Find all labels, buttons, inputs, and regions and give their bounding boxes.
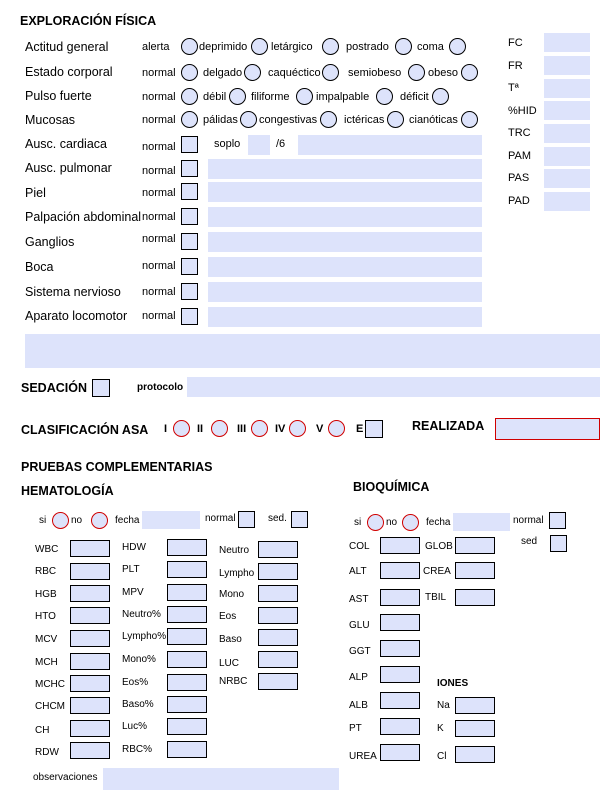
hema-sed-checkbox[interactable] [291, 511, 308, 528]
hema-rbc-pct-field[interactable] [167, 741, 207, 758]
hema-mpv-label: MPV [122, 587, 144, 598]
asa-e-checkbox[interactable] [365, 420, 383, 438]
vital-pam-field[interactable] [544, 147, 590, 166]
hema-rbc-pct-label: RBC% [122, 744, 153, 755]
vital-hid-label: %HID [508, 105, 537, 117]
hema-fecha-label: fecha [115, 515, 140, 526]
vital-fc-label: FC [508, 37, 523, 49]
bio-alb-label: ALB [349, 700, 368, 711]
bio-sed-label: sed [521, 536, 538, 547]
ausc-cardiaca-normal-label: normal [142, 141, 176, 153]
vital-fr-label: FR [508, 60, 523, 72]
ion-k-field[interactable] [455, 720, 495, 737]
ion-na-label: Na [437, 700, 450, 711]
vital-pad-label: PAD [508, 195, 530, 207]
impalpable-radio[interactable] [376, 88, 393, 105]
alerta-radio[interactable] [181, 38, 198, 55]
asa-i-radio[interactable] [173, 420, 190, 437]
bio-crea-field[interactable] [455, 562, 495, 579]
asa-v-label: V [316, 423, 324, 435]
palpacion-abdominal-field[interactable] [208, 207, 482, 227]
hema-hto-label: HTO [35, 611, 56, 622]
hema-normal-label: normal [205, 513, 236, 524]
aparato-locomotor-field[interactable] [208, 307, 482, 327]
ion-na-field[interactable] [455, 697, 495, 714]
hema-wbc-label: WBC [35, 544, 59, 555]
sistema-nervioso-field[interactable] [208, 282, 482, 302]
normal-pulso-radio[interactable] [181, 88, 198, 105]
hema-neutro-pct-field[interactable] [167, 606, 207, 623]
vital-pas-label: PAS [508, 172, 530, 184]
hema-nrbc-field[interactable] [258, 673, 298, 690]
ausc-cardiaca-field[interactable] [298, 135, 482, 155]
opt-debil-label: débil [203, 91, 227, 103]
hema-baso-label: Baso [219, 634, 242, 645]
hema-baso-pct-label: Baso% [122, 699, 154, 710]
hema-si-label: si [39, 515, 47, 526]
hema-luc-field[interactable] [258, 651, 298, 668]
hema-mch-label: MCH [35, 657, 58, 668]
vital-hid-field[interactable] [544, 101, 590, 120]
mucosas-label: Mucosas [25, 113, 76, 127]
opt-cianoticas-label: cianóticas [409, 114, 458, 126]
hema-mcv-label: MCV [35, 634, 58, 645]
hema-mcv-field[interactable] [70, 630, 110, 647]
ion-cl-label: Cl [437, 751, 447, 762]
bio-no-radio[interactable] [402, 514, 419, 531]
hema-hgb-field[interactable] [70, 585, 110, 602]
bio-crea-label: CREA [423, 566, 451, 577]
palpacion-normal-label: normal [142, 211, 176, 223]
hema-no-radio[interactable] [91, 512, 108, 529]
asa-iii-label: III [237, 423, 247, 435]
opt-deficit-label: déficit [400, 91, 429, 103]
bio-normal-label: normal [513, 515, 544, 526]
hema-chcm-field[interactable] [70, 697, 110, 714]
ausc-pulmonar-field[interactable] [208, 159, 482, 179]
bioquimica-title: BIOQUÍMICA [353, 480, 430, 494]
palpacion-normal-checkbox[interactable] [181, 208, 198, 225]
bio-alt-field[interactable] [380, 562, 420, 579]
aparato-locomotor-normal-label: normal [142, 310, 176, 322]
observaciones-field[interactable] [103, 768, 339, 790]
bio-pt-field[interactable] [380, 718, 420, 735]
hema-luc-label: LUC [219, 658, 240, 669]
ausc-pulmonar-label: Ausc. pulmonar [25, 161, 112, 175]
realizada-field[interactable] [495, 418, 600, 440]
vital-pas-field[interactable] [544, 169, 590, 188]
hema-nrbc-label: NRBC [219, 676, 248, 687]
sistema-nervioso-normal-label: normal [142, 286, 176, 298]
asa-title: CLASIFICACIÓN ASA [21, 423, 149, 437]
hema-rdw-label: RDW [35, 747, 59, 758]
opt-filiforme-label: filiforme [251, 91, 290, 103]
estado-corporal-label: Estado corporal [25, 65, 113, 79]
hema-fecha-field[interactable] [142, 511, 200, 529]
ictericas-radio[interactable] [387, 111, 404, 128]
hema-mchc-field[interactable] [70, 675, 110, 692]
asa-ii-radio[interactable] [211, 420, 228, 437]
hema-mchc-label: MCHC [35, 679, 65, 690]
filiforme-radio[interactable] [296, 88, 313, 105]
opt-obeso-label: obeso [428, 67, 458, 79]
caquectico-radio[interactable] [322, 64, 339, 81]
boca-field[interactable] [208, 257, 482, 277]
opt-delgado-label: delgado [203, 67, 243, 79]
bio-ggt-label: GGT [349, 646, 371, 657]
normal-estado-radio[interactable] [181, 64, 198, 81]
asa-e-label: E [356, 423, 364, 435]
hema-luc-pct-field[interactable] [167, 718, 207, 735]
hema-lympho-pct-field[interactable] [167, 628, 207, 645]
letargico-radio[interactable] [322, 38, 339, 55]
bio-no-label: no [386, 517, 398, 528]
iones-title: IONES [437, 678, 469, 689]
ausc-cardiaca-normal-checkbox[interactable] [181, 136, 198, 153]
opt-deprimido-label: deprimido [199, 41, 248, 53]
sedacion-checkbox[interactable] [92, 379, 110, 397]
bio-alb-field[interactable] [380, 692, 420, 709]
hema-lympho-label: Lympho [219, 568, 255, 579]
piel-field[interactable] [208, 182, 482, 202]
hema-hgb-label: HGB [35, 589, 57, 600]
bio-alt-label: ALT [349, 566, 367, 577]
hema-rbc-field[interactable] [70, 563, 110, 580]
congestivas-radio[interactable] [320, 111, 337, 128]
sistema-nervioso-normal-checkbox[interactable] [181, 283, 198, 300]
asa-iv-label: IV [275, 423, 286, 435]
ion-k-label: K [437, 723, 444, 734]
bio-ast-label: AST [349, 594, 369, 605]
soplo-label: soplo [214, 138, 241, 150]
vital-temp-label: Tª [508, 82, 519, 94]
hema-hdw-label: HDW [122, 542, 146, 553]
hema-ch-field[interactable] [70, 720, 110, 737]
hema-no-label: no [71, 515, 83, 526]
bio-tbil-field[interactable] [455, 589, 495, 606]
deprimido-radio[interactable] [251, 38, 268, 55]
exploracion-notes-field[interactable] [25, 334, 600, 368]
opt-semiobeso-label: semiobeso [348, 67, 402, 79]
delgado-radio[interactable] [244, 64, 261, 81]
bio-si-label: si [354, 517, 362, 528]
hema-mono-label: Mono [219, 589, 245, 600]
hema-mono-pct-label: Mono% [122, 654, 156, 665]
hema-hdw-field[interactable] [167, 539, 207, 556]
protocolo-field[interactable] [187, 377, 600, 397]
hematologia-title: HEMATOLOGÍA [21, 484, 114, 498]
palpacion-abdominal-label: Palpación abdominal [25, 210, 142, 224]
opt-postrado-label: postrado [346, 41, 389, 53]
postrado-radio[interactable] [395, 38, 412, 55]
bio-normal-checkbox[interactable] [549, 512, 566, 529]
ausc-pulmonar-normal-label: normal [142, 165, 176, 177]
observaciones-label: observaciones [33, 772, 98, 783]
obeso-radio[interactable] [461, 64, 478, 81]
hema-baso-field[interactable] [258, 629, 298, 646]
bio-glob-field[interactable] [455, 537, 495, 554]
hema-rbc-label: RBC [35, 566, 57, 577]
normal-mucosas-radio[interactable] [181, 111, 198, 128]
hema-neutro-pct-label: Neutro% [122, 609, 161, 620]
deficit-radio[interactable] [432, 88, 449, 105]
bio-ast-field[interactable] [380, 589, 420, 606]
cianoticas-radio[interactable] [461, 111, 478, 128]
hema-ch-label: CH [35, 725, 50, 736]
vital-temp-field[interactable] [544, 79, 590, 98]
bio-col-label: COL [349, 541, 370, 552]
ganglios-normal-checkbox[interactable] [181, 233, 198, 250]
bio-fecha-label: fecha [426, 517, 451, 528]
hema-luc-pct-label: Luc% [122, 721, 148, 732]
bio-sed-checkbox[interactable] [550, 535, 567, 552]
sedacion-title: SEDACIÓN [21, 381, 87, 395]
boca-label: Boca [25, 260, 54, 274]
hema-eos-pct-field[interactable] [167, 674, 207, 691]
bio-alp-field[interactable] [380, 666, 420, 683]
ganglios-label: Ganglios [25, 235, 75, 249]
hema-neutro-label: Neutro [219, 545, 250, 556]
ganglios-normal-label: normal [142, 233, 176, 245]
ausc-cardiaca-label: Ausc. cardiaca [25, 137, 107, 151]
piel-normal-checkbox[interactable] [181, 183, 198, 200]
hema-chcm-label: CHCM [35, 701, 65, 712]
ganglios-field[interactable] [208, 232, 482, 252]
asa-v-radio[interactable] [328, 420, 345, 437]
hema-eos-pct-label: Eos% [122, 677, 149, 688]
bio-glob-label: GLOB [425, 541, 453, 552]
hema-plt-label: PLT [122, 564, 140, 575]
opt-letargico-label: letárgico [271, 41, 313, 53]
vital-trc-field[interactable] [544, 124, 590, 143]
hema-neutro-field[interactable] [258, 541, 298, 558]
opt-caquectico-label: caquéctico [268, 67, 321, 79]
soplo-sixth-label: /6 [276, 138, 286, 150]
vital-trc-label: TRC [508, 127, 531, 139]
hema-mono-pct-field[interactable] [167, 651, 207, 668]
hema-rdw-field[interactable] [70, 742, 110, 759]
bio-alp-label: ALP [349, 672, 368, 683]
coma-radio[interactable] [449, 38, 466, 55]
hema-mpv-field[interactable] [167, 584, 207, 601]
bio-si-radio[interactable] [367, 514, 384, 531]
exploracion-title: EXPLORACIÓN FÍSICA [20, 14, 157, 28]
aparato-locomotor-label: Aparato locomotor [25, 309, 128, 323]
piel-label: Piel [25, 186, 46, 200]
opt-normal-pulso-label: normal [142, 91, 176, 103]
piel-normal-label: normal [142, 187, 176, 199]
vital-pad-field[interactable] [544, 192, 590, 211]
vital-fr-field[interactable] [544, 56, 590, 75]
aparato-locomotor-normal-checkbox[interactable] [181, 308, 198, 325]
ausc-pulmonar-normal-checkbox[interactable] [181, 160, 198, 177]
semiobeso-radio[interactable] [408, 64, 425, 81]
hema-wbc-field[interactable] [70, 540, 110, 557]
opt-normal-estado-label: normal [142, 67, 176, 79]
soplo-grade-field[interactable] [248, 135, 270, 155]
pruebas-title: PRUEBAS COMPLEMENTARIAS [21, 460, 213, 474]
sistema-nervioso-label: Sistema nervioso [25, 285, 121, 299]
debil-radio[interactable] [229, 88, 246, 105]
asa-ii-label: II [197, 423, 204, 435]
bio-tbil-label: TBIL [425, 592, 447, 603]
pulso-label: Pulso fuerte [25, 89, 92, 103]
hema-lympho-pct-label: Lympho% [122, 631, 167, 642]
opt-alerta-label: alerta [142, 41, 170, 53]
boca-normal-label: normal [142, 260, 176, 272]
hema-sed-label: sed. [268, 513, 287, 524]
hema-normal-checkbox[interactable] [238, 511, 255, 528]
bio-urea-field[interactable] [380, 744, 420, 761]
hema-hto-field[interactable] [70, 607, 110, 624]
opt-ictericas-label: ictéricas [344, 114, 385, 126]
bio-ggt-field[interactable] [380, 640, 420, 657]
vital-pam-label: PAM [508, 150, 532, 162]
ion-cl-field[interactable] [455, 746, 495, 763]
protocolo-label: protocolo [137, 382, 184, 393]
hema-mono-field[interactable] [258, 585, 298, 602]
bio-pt-label: PT [349, 723, 362, 734]
hema-mch-field[interactable] [70, 653, 110, 670]
bio-fecha-field[interactable] [453, 513, 510, 531]
asa-iv-radio[interactable] [289, 420, 306, 437]
opt-palidas-label: pálidas [203, 114, 238, 126]
bio-glu-field[interactable] [380, 614, 420, 631]
vital-fc-field[interactable] [544, 33, 590, 52]
opt-coma-label: coma [417, 41, 444, 53]
hema-eos-label: Eos [219, 611, 237, 622]
hema-baso-pct-field[interactable] [167, 696, 207, 713]
palidas-radio[interactable] [240, 111, 257, 128]
hema-plt-field[interactable] [167, 561, 207, 578]
realizada-label: REALIZADA [412, 419, 485, 433]
actitud-general-label: Actitud general [25, 40, 109, 54]
hema-si-radio[interactable] [52, 512, 69, 529]
boca-normal-checkbox[interactable] [181, 258, 198, 275]
asa-i-label: I [164, 423, 168, 435]
bio-col-field[interactable] [380, 537, 420, 554]
opt-congestivas-label: congestivas [259, 114, 318, 126]
bio-urea-label: UREA [349, 751, 377, 762]
opt-impalpable-label: impalpable [316, 91, 370, 103]
bio-glu-label: GLU [349, 620, 370, 631]
hema-lympho-field[interactable] [258, 563, 298, 580]
opt-normal-mucosas-label: normal [142, 114, 176, 126]
hema-eos-field[interactable] [258, 607, 298, 624]
asa-iii-radio[interactable] [251, 420, 268, 437]
